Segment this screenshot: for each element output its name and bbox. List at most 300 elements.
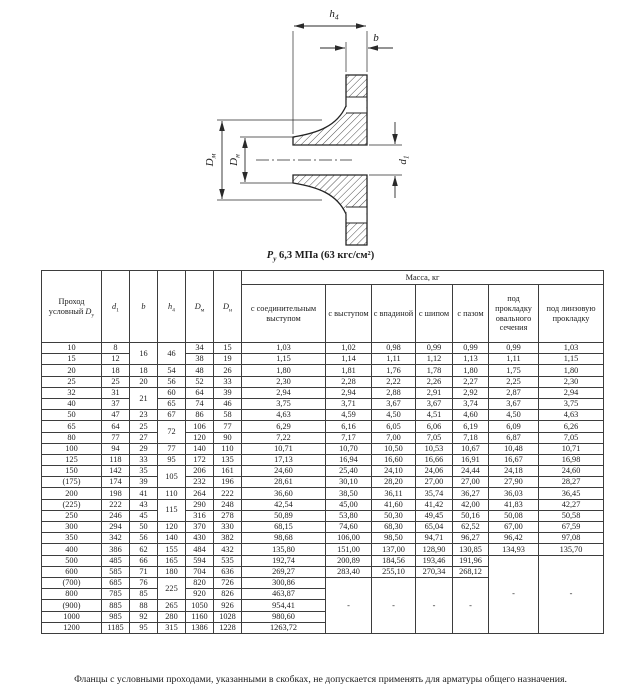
- table-cell: 50,30: [372, 510, 416, 521]
- table-cell: 68,15: [242, 522, 326, 533]
- table-cell: 1,80: [539, 365, 604, 376]
- table-cell: 38: [186, 354, 214, 365]
- table-cell: 250: [42, 510, 102, 521]
- table-cell: 33: [130, 454, 158, 465]
- table-cell: 2,30: [539, 376, 604, 387]
- table-cell: 2,94: [242, 387, 326, 398]
- table-cell: 32: [42, 387, 102, 398]
- table-cell: 600: [42, 566, 102, 577]
- table-cell: 10: [42, 343, 102, 354]
- table-cell: 106: [186, 421, 214, 432]
- table-cell: 27: [130, 432, 158, 443]
- table-cell: 1,81: [326, 365, 372, 376]
- table-cell: 30,10: [326, 477, 372, 488]
- table-row: [42, 533, 604, 544]
- table-row: [42, 343, 604, 354]
- table-row: [42, 410, 604, 421]
- table-cell: 432: [214, 544, 242, 555]
- table-cell: 1,14: [326, 354, 372, 365]
- table-cell: 1200: [42, 622, 102, 633]
- table-row: [42, 443, 604, 454]
- table-cell: 60: [158, 387, 186, 398]
- table-cell: 17,13: [242, 454, 326, 465]
- table-cell: 161: [214, 466, 242, 477]
- table-cell: 24,44: [453, 466, 489, 477]
- col-header-dn: $D_н$: [214, 271, 242, 343]
- col-header-connecting-protrusion: с соединительным выступом: [242, 285, 326, 343]
- table-cell: 2,28: [326, 376, 372, 387]
- table-cell: 50: [130, 522, 158, 533]
- table-cell: 16,91: [453, 454, 489, 465]
- table-cell: 200,89: [326, 555, 372, 566]
- table-cell: 2,87: [489, 387, 539, 398]
- table-cell: 4,50: [372, 410, 416, 421]
- table-cell: 36,45: [539, 488, 604, 499]
- table-cell: 10,70: [326, 443, 372, 454]
- table-cell: 130,85: [453, 544, 489, 555]
- table-cell: 105: [158, 466, 186, 488]
- table-cell: 118: [102, 454, 130, 465]
- table-cell: 128,90: [416, 544, 453, 555]
- table-cell: 25: [130, 421, 158, 432]
- bolt-hole-upper: [346, 97, 367, 113]
- table-cell: 45,00: [326, 499, 372, 510]
- table-cell: 50,89: [242, 510, 326, 521]
- table-cell: 94: [102, 443, 130, 454]
- table-cell: 2,92: [453, 387, 489, 398]
- table-row: [42, 510, 604, 521]
- table-cell: 98,68: [242, 533, 326, 544]
- table-cell: 142: [102, 466, 130, 477]
- table-cell: 2,30: [242, 376, 326, 387]
- table-cell: 140: [186, 443, 214, 454]
- table-cell: 45: [130, 510, 158, 521]
- table-cell: 4,51: [416, 410, 453, 421]
- table-row: [42, 432, 604, 443]
- table-cell: 172: [186, 454, 214, 465]
- table-cell: 97,08: [539, 533, 604, 544]
- table-cell: 106,00: [326, 533, 372, 544]
- table-cell: 47: [102, 410, 130, 421]
- dim-label-h4: $h_4$: [329, 8, 339, 22]
- table-cell: 269,27: [242, 566, 326, 577]
- table-cell: 350: [42, 533, 102, 544]
- table-cell: 65: [42, 421, 102, 432]
- table-cell: 67: [158, 410, 186, 421]
- table-cell: 342: [102, 533, 130, 544]
- table-cell: 636: [214, 566, 242, 577]
- table-cell: -: [416, 577, 453, 633]
- table-cell: 3,67: [489, 398, 539, 409]
- table-cell: 726: [214, 577, 242, 588]
- table-cell: 7,17: [326, 432, 372, 443]
- col-header-tenon: с шипом: [416, 285, 453, 343]
- table-cell: 4,63: [539, 410, 604, 421]
- table-cell: 95: [158, 454, 186, 465]
- table-cell: 115: [158, 499, 186, 521]
- table-cell: 1,12: [416, 354, 453, 365]
- table-cell: 255,10: [372, 566, 416, 577]
- table-cell: 18: [102, 365, 130, 376]
- table-cell: 268,12: [453, 566, 489, 577]
- table-row: [42, 477, 604, 488]
- table-cell: 4,63: [242, 410, 326, 421]
- col-header-lens-gasket: под линзовую прокладку: [539, 285, 604, 343]
- table-cell: 206: [186, 466, 214, 477]
- table-cell: 1,78: [416, 365, 453, 376]
- table-cell: 135,70: [539, 544, 604, 555]
- table-cell: 6,05: [372, 421, 416, 432]
- table-cell: 926: [214, 600, 242, 611]
- table-cell: 6,29: [242, 421, 326, 432]
- table-cell: 64: [102, 421, 130, 432]
- table-cell: 535: [214, 555, 242, 566]
- table-row: [42, 454, 604, 465]
- table-cell: 96,42: [489, 533, 539, 544]
- table-cell: 300: [42, 522, 102, 533]
- table-cell: 110: [214, 443, 242, 454]
- table-cell: 71: [130, 566, 158, 577]
- table-cell: 1050: [186, 600, 214, 611]
- table-cell: 1,80: [453, 365, 489, 376]
- table-cell: 400: [42, 544, 102, 555]
- table-cell: 7,05: [539, 432, 604, 443]
- flange-dimensions-table: [41, 270, 604, 634]
- table-cell: 53,80: [326, 510, 372, 521]
- table-cell: 1,13: [453, 354, 489, 365]
- table-cell: 135,80: [242, 544, 326, 555]
- table-cell: 232: [186, 477, 214, 488]
- table-cell: 10,50: [372, 443, 416, 454]
- col-header-dy: Проход условный $D_у$: [42, 271, 102, 343]
- table-cell: 33: [214, 376, 242, 387]
- table-cell: 1,80: [242, 365, 326, 376]
- table-cell: -: [453, 577, 489, 633]
- col-header-oval-gasket: под прокладку овального сечения: [489, 285, 539, 343]
- table-cell: 36,27: [453, 488, 489, 499]
- table-cell: 1386: [186, 622, 214, 633]
- table-cell: 6,09: [489, 421, 539, 432]
- table-cell: 67,59: [539, 522, 604, 533]
- table-cell: 3,67: [372, 398, 416, 409]
- table-cell: 1,02: [326, 343, 372, 354]
- table-cell: 62: [130, 544, 158, 555]
- table-cell: 3,74: [453, 398, 489, 409]
- table-cell: 1000: [42, 611, 102, 622]
- col-header-protrusion: с выступом: [326, 285, 372, 343]
- table-cell: 58: [214, 410, 242, 421]
- table-cell: 2,91: [416, 387, 453, 398]
- table-cell: 16: [130, 343, 158, 365]
- table-cell: 40: [42, 398, 102, 409]
- table-cell: 25: [102, 376, 130, 387]
- table-cell: 1228: [214, 622, 242, 633]
- table-cell: 8: [102, 343, 130, 354]
- table-cell: 62,52: [453, 522, 489, 533]
- table-cell: 27,00: [416, 477, 453, 488]
- table-cell: 95: [130, 622, 158, 633]
- table-cell: 94,71: [416, 533, 453, 544]
- table-cell: 0,99: [489, 343, 539, 354]
- table-cell: 2,94: [539, 387, 604, 398]
- table-cell: 594: [186, 555, 214, 566]
- table-cell: 39: [214, 387, 242, 398]
- col-header-b: b: [130, 271, 158, 343]
- table-cell: 485: [102, 555, 130, 566]
- table-cell: 15: [214, 343, 242, 354]
- table-cell: 15: [42, 354, 102, 365]
- table-cell: 7,05: [416, 432, 453, 443]
- dim-label-dn: $D_н$: [228, 154, 242, 166]
- footnote: Фланцы с условными проходами, указанными в скобках, не допускается применять для арматуры общего назначения.: [74, 674, 567, 685]
- table-row: [42, 555, 604, 566]
- table-cell: 80: [42, 432, 102, 443]
- table-cell: 36,60: [242, 488, 326, 499]
- table-body: [42, 343, 604, 634]
- table-cell: 72: [158, 421, 186, 443]
- table-cell: 16,67: [489, 454, 539, 465]
- table-cell: 2,26: [416, 376, 453, 387]
- table-cell: -: [539, 555, 604, 633]
- table-cell: 16,94: [326, 454, 372, 465]
- table-cell: 64: [186, 387, 214, 398]
- table-cell: 16,98: [539, 454, 604, 465]
- col-header-groove: с пазом: [453, 285, 489, 343]
- table-cell: 0,99: [453, 343, 489, 354]
- table-cell: 41: [130, 488, 158, 499]
- table-cell: 50,16: [453, 510, 489, 521]
- table-cell: 24,06: [416, 466, 453, 477]
- table-cell: 31: [102, 387, 130, 398]
- table-cell: 19: [214, 354, 242, 365]
- table-cell: 0,99: [416, 343, 453, 354]
- table-cell: 585: [102, 566, 130, 577]
- table-cell: 25,40: [326, 466, 372, 477]
- table-cell: 278: [214, 510, 242, 521]
- table-cell: 330: [214, 522, 242, 533]
- table-cell: (700): [42, 577, 102, 588]
- bolt-hole-lower: [346, 207, 367, 223]
- table-cell: 10,48: [489, 443, 539, 454]
- table-cell: 10,53: [416, 443, 453, 454]
- table-cell: 155: [158, 544, 186, 555]
- flange-section-svg: [0, 0, 641, 248]
- table-cell: 46: [158, 343, 186, 365]
- col-header-dm: $D_м$: [186, 271, 214, 343]
- table-cell: 264: [186, 488, 214, 499]
- table-cell: 29: [130, 443, 158, 454]
- table-cell: 7,18: [453, 432, 489, 443]
- table-cell: 1,03: [539, 343, 604, 354]
- table-cell: 34: [186, 343, 214, 354]
- pressure-caption: $P_у$ 6,3 МПа (63 кгс/см²): [266, 250, 375, 264]
- table-cell: 110: [158, 488, 186, 499]
- dim-label-d1: $d_1$: [397, 155, 411, 165]
- table-cell: 820: [186, 577, 214, 588]
- table-cell: 77: [102, 432, 130, 443]
- table-cell: 500: [42, 555, 102, 566]
- table-cell: 315: [158, 622, 186, 633]
- table-cell: 300,86: [242, 577, 326, 588]
- table-cell: 826: [214, 589, 242, 600]
- table-cell: 35,74: [416, 488, 453, 499]
- table-cell: 98,50: [372, 533, 416, 544]
- table-cell: 184,56: [372, 555, 416, 566]
- table-row: [42, 466, 604, 477]
- table-cell: 6,16: [326, 421, 372, 432]
- table-cell: -: [489, 555, 539, 633]
- table-cell: 49,45: [416, 510, 453, 521]
- table-cell: 28,61: [242, 477, 326, 488]
- table-cell: 685: [102, 577, 130, 588]
- table-cell: 27,00: [453, 477, 489, 488]
- table-cell: 28,20: [372, 477, 416, 488]
- col-header-d1: $d_1$: [102, 271, 130, 343]
- table-cell: 37: [102, 398, 130, 409]
- table-cell: 86: [186, 410, 214, 421]
- table-cell: 785: [102, 589, 130, 600]
- table-cell: 484: [186, 544, 214, 555]
- table-cell: 954,41: [242, 600, 326, 611]
- table-cell: 265: [158, 600, 186, 611]
- table-cell: 24,60: [242, 466, 326, 477]
- table-cell: 36,11: [372, 488, 416, 499]
- table-cell: (900): [42, 600, 102, 611]
- table-cell: 12: [102, 354, 130, 365]
- table-cell: 77: [214, 421, 242, 432]
- table-cell: 191,96: [453, 555, 489, 566]
- table-cell: 26: [214, 365, 242, 376]
- table-cell: 6,06: [416, 421, 453, 432]
- table-cell: 3,71: [326, 398, 372, 409]
- table-cell: 225: [158, 577, 186, 599]
- table-cell: 985: [102, 611, 130, 622]
- table-cell: 1160: [186, 611, 214, 622]
- dim-label-b: b: [373, 32, 379, 44]
- table-cell: 1,15: [242, 354, 326, 365]
- table-cell: 41,42: [416, 499, 453, 510]
- table-cell: 21: [130, 387, 158, 409]
- table-cell: 10,67: [453, 443, 489, 454]
- table-cell: 6,26: [539, 421, 604, 432]
- table-cell: 174: [102, 477, 130, 488]
- table-cell: 16,60: [372, 454, 416, 465]
- table-cell: 2,88: [372, 387, 416, 398]
- table-cell: 135: [214, 454, 242, 465]
- table-cell: (175): [42, 477, 102, 488]
- table-cell: 6,19: [453, 421, 489, 432]
- table-cell: 2,27: [453, 376, 489, 387]
- flange-drawing: [0, 0, 641, 248]
- table-cell: 74: [186, 398, 214, 409]
- table-cell: 48: [186, 365, 214, 376]
- table-cell: 54: [158, 365, 186, 376]
- table-cell: 137,00: [372, 544, 416, 555]
- table-cell: 24,10: [372, 466, 416, 477]
- table-cell: 50,58: [539, 510, 604, 521]
- table-cell: 4,59: [326, 410, 372, 421]
- table-cell: 196: [214, 477, 242, 488]
- table-cell: 222: [102, 499, 130, 510]
- col-header-recess: с впадиной: [372, 285, 416, 343]
- table-cell: 65,04: [416, 522, 453, 533]
- table-cell: 39: [130, 477, 158, 488]
- table-header: [42, 271, 604, 343]
- table-cell: 90: [214, 432, 242, 443]
- table-cell: 20: [42, 365, 102, 376]
- table-cell: 74,60: [326, 522, 372, 533]
- table-cell: 283,40: [326, 566, 372, 577]
- table-cell: 28,27: [539, 477, 604, 488]
- table-cell: 43: [130, 499, 158, 510]
- table-cell: 0,98: [372, 343, 416, 354]
- table-cell: 18: [130, 365, 158, 376]
- table-cell: 42,27: [539, 499, 604, 510]
- table-cell: 100: [42, 443, 102, 454]
- table-cell: 41,83: [489, 499, 539, 510]
- table-cell: 246: [102, 510, 130, 521]
- table-cell: 3,75: [242, 398, 326, 409]
- table-cell: 1,15: [539, 354, 604, 365]
- col-group-mass: Масса, кг: [242, 271, 604, 285]
- table-cell: 1,76: [372, 365, 416, 376]
- table-cell: 180: [158, 566, 186, 577]
- table-cell: 1,03: [242, 343, 326, 354]
- table-cell: 1,11: [489, 354, 539, 365]
- table-row: [42, 522, 604, 533]
- table-cell: 290: [186, 499, 214, 510]
- table-cell: 140: [158, 533, 186, 544]
- table-cell: 41,60: [372, 499, 416, 510]
- table-row: [42, 354, 604, 365]
- table-cell: 200: [42, 488, 102, 499]
- table-row: [42, 421, 604, 432]
- table-cell: 120: [158, 522, 186, 533]
- table-cell: 3,75: [539, 398, 604, 409]
- table-cell: 16,66: [416, 454, 453, 465]
- table-cell: 42,00: [453, 499, 489, 510]
- table-cell: 20: [130, 376, 158, 387]
- table-cell: 920: [186, 589, 214, 600]
- table-row: [42, 499, 604, 510]
- table-cell: 1028: [214, 611, 242, 622]
- table-cell: 222: [214, 488, 242, 499]
- table-cell: 2,94: [326, 387, 372, 398]
- table-cell: 885: [102, 600, 130, 611]
- table-cell: 1,75: [489, 365, 539, 376]
- table-cell: 96,27: [453, 533, 489, 544]
- table-row: [42, 376, 604, 387]
- table-cell: 1185: [102, 622, 130, 633]
- table-cell: 4,60: [453, 410, 489, 421]
- table-cell: 42,54: [242, 499, 326, 510]
- table-cell: 46: [214, 398, 242, 409]
- table-cell: 151,00: [326, 544, 372, 555]
- table-cell: 36,03: [489, 488, 539, 499]
- table-cell: 23: [130, 410, 158, 421]
- table-cell: -: [326, 577, 372, 633]
- table-cell: 88: [130, 600, 158, 611]
- table-cell: 294: [102, 522, 130, 533]
- col-header-h4: $h_4$: [158, 271, 186, 343]
- table-cell: 198: [102, 488, 130, 499]
- table-cell: 316: [186, 510, 214, 521]
- table-cell: 10,71: [539, 443, 604, 454]
- table-cell: 3,67: [416, 398, 453, 409]
- table-cell: 77: [158, 443, 186, 454]
- table-cell: 192,74: [242, 555, 326, 566]
- table-cell: -: [372, 577, 416, 633]
